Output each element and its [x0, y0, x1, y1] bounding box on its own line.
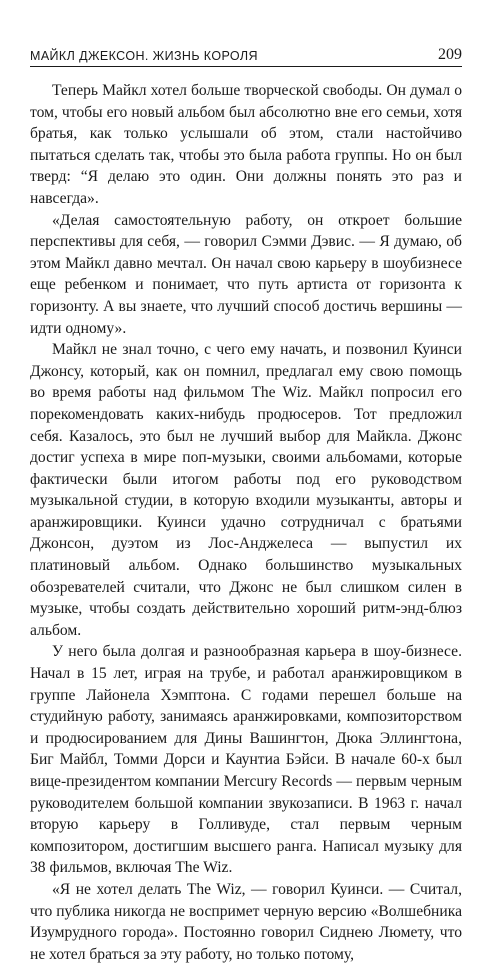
paragraph-1: Теперь Майкл хотел больше творческой свободы. Он думал о том, чтобы его новый альбом был абсолютно вне его семьи, хотя братья, как только услышали об этом, стали настойчиво пытаться сделать так, чтобы это была работа группы. Но он был тверд: “Я делаю это один. Они должны понять это раз и навсегда».: [30, 82, 462, 207]
paragraph-4: У него была долгая и разнообразная карьера в шоу-бизнесе. Начал в 15 лет, играя на трубе, и работал аранжировщиком в группе Лайонела Хэмптона. С годами перешел больше на студийную работу, занимаясь аранжировками, композиторством и продюсированием для Дины Вашингтон, Дюка Эллингтона, Биг Майбл, Томми Дорси и Каунтиа Бэйси. В начале 60-х был вице-президентом компании Mercury Records — первым черным руководителем большой компании звукозаписи. В 1963 г. начал вторую карьеру в Голливуде, стал первым черным композитором, достигшим высшего ранга. Написал музыку для 38 фильмов, включая The Wiz.: [30, 643, 462, 877]
body-text: [30, 80, 462, 965]
page-number: 209: [438, 46, 462, 63]
paragraph-3: Майкл не знал точно, с чего ему начать, и позвонил Куинси Джонсу, который, как он помнил, предлагал ему свою помощь во время работы над фильмом The Wiz. Майкл попросил его порекомендовать каких-нибудь продюсеров. Тот предложил себя. Казалось, это был не лучший выбор для Майкла. Джонс достиг успеха в мире поп-музыки, своими альбомами, которые фактически были итогом работы под его руководством музыкальной студии, в которую входили музыканты, авторы и аранжировщики. Куинси удачно сотрудничал с братьями Джонсон, дуэтом из Лос-Анджелеса — выпустил их платиновый альбом. Однако большинство музыкальных обозревателей считали, что Джонс не был слишком силен в музыке, чтобы создать действительно хороший ритм-энд-блюз альбом.: [30, 341, 462, 639]
paragraph-2: «Делая самостоятельную работу, он откроет большие перспективы для себя, — говорил Сэмми Дэвис. — Я думаю, об этом Майкл давно мечтал. Он начал свою карьеру в шоубизнесе еще ребенком и понимает, что путь артиста от горизонта к горизонту. А вы знаете, что лучший способ достичь вершины — идти одному».: [30, 211, 462, 337]
running-title: МАЙКЛ ДЖЕКСОН. ЖИЗНЬ КОРОЛЯ: [30, 49, 258, 63]
paragraph-5: «Я не хотел делать The Wiz, — говорил Куинси. — Считал, что публика никогда не воспримет черную версию «Волшебника Изумрудного города». Постоянно говорил Сиднею Люмету, что не хотел браться за эту работу, но только потому,: [30, 880, 462, 963]
running-header: [30, 44, 462, 67]
